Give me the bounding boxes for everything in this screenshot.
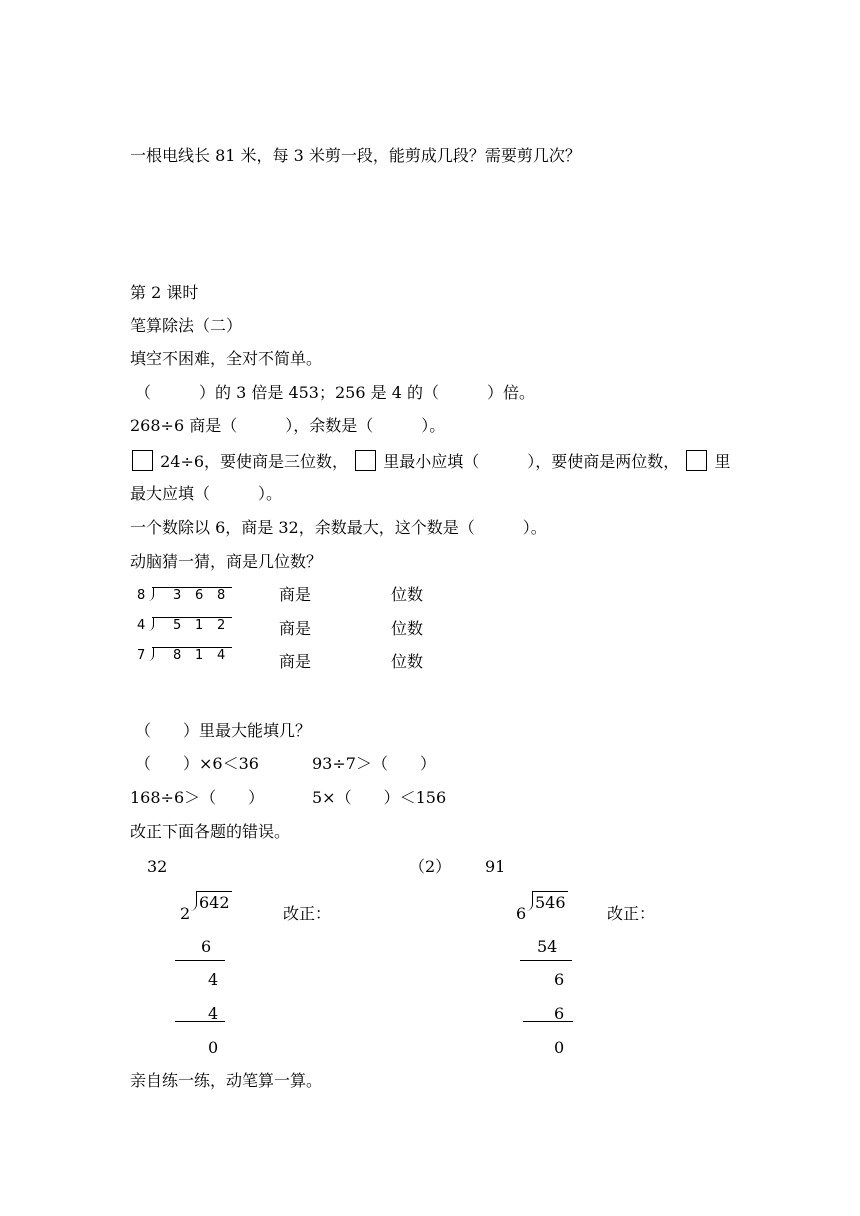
division-bracket-icon — [148, 617, 154, 631]
step-value: 54 — [537, 937, 558, 956]
q3-text-2: 里最小应填（ ），要使商是两位数， — [383, 452, 680, 471]
step-value: 4 — [208, 1004, 219, 1023]
digit-box[interactable] — [686, 450, 707, 471]
dividend: 546 — [535, 893, 566, 912]
dividend-digit: 5 — [173, 618, 182, 633]
divisor: 8 — [137, 588, 146, 603]
inequality-1: （ ）×6＜36 — [135, 754, 259, 773]
step-value: 0 — [554, 1038, 565, 1057]
fill-question-3 — [130, 450, 730, 472]
division-bracket-icon — [148, 647, 154, 661]
dividend-digit: 3 — [173, 588, 182, 603]
quotient-label: 商是 — [279, 585, 312, 604]
step-line — [523, 1021, 573, 1022]
step-value: 6 — [201, 937, 212, 956]
word-problem: 一根电线长 81 米，每 3 米剪一段，能剪成几段？需要剪几次？ — [130, 146, 581, 165]
wrong-quotient: 32 — [147, 857, 168, 876]
practice-heading: 亲自练一练，动笔算一算。 — [130, 1071, 323, 1090]
dividend-digit: 4 — [217, 648, 226, 663]
dividend-digit: 2 — [217, 618, 226, 633]
dividend-digit: 1 — [195, 618, 204, 633]
digit-unit: 位数 — [391, 585, 424, 604]
division-bracket-icon — [526, 891, 533, 911]
division-row-1 — [137, 587, 233, 605]
division-bar — [196, 891, 232, 892]
division-bar — [532, 891, 568, 892]
fill-question-2: 268÷6 商是（ ），余数是（ ）。 — [130, 416, 446, 435]
wrong-quotient: 91 — [485, 857, 506, 876]
division-row-2 — [137, 617, 233, 635]
step-value: 4 — [208, 970, 219, 989]
division-row-3 — [137, 647, 233, 665]
lesson-topic: 笔算除法（二） — [130, 316, 243, 335]
divisor: 7 — [137, 648, 146, 663]
section-heading-fill: 填空不困难，全对不简单。 — [130, 349, 323, 368]
q3-text-3: 里 — [714, 452, 731, 471]
dividend-digit: 1 — [195, 648, 204, 663]
step-value: 6 — [554, 970, 565, 989]
digit-unit: 位数 — [391, 652, 424, 671]
dividend-digit: 6 — [195, 588, 204, 603]
inequality-4: 5×（ ）＜156 — [312, 788, 447, 807]
quotient-label: 商是 — [279, 652, 312, 671]
correction-label: 改正： — [607, 904, 656, 923]
quotient-label: 商是 — [279, 619, 312, 638]
inequality-2: 93÷7＞（ ） — [312, 754, 436, 773]
step-line — [175, 960, 225, 961]
problem-number: （2） — [409, 857, 452, 876]
divisor: 4 — [137, 618, 146, 633]
correction-label: 改正： — [283, 904, 332, 923]
fill-question-1: （ ）的 3 倍是 453；256 是 4 的（ ）倍。 — [135, 383, 535, 402]
step-line — [175, 1021, 225, 1022]
digit-box[interactable] — [355, 450, 376, 471]
division-bracket-icon — [190, 891, 197, 911]
divisor: 6 — [516, 904, 527, 923]
fill-question-3-cont: 最大应填（ ）。 — [130, 484, 283, 503]
dividend-digit: 8 — [173, 648, 182, 663]
dividend: 642 — [199, 893, 230, 912]
dividend-digit: 8 — [217, 588, 226, 603]
digit-unit: 位数 — [391, 619, 424, 638]
section-heading-correct: 改正下面各题的错误。 — [130, 822, 291, 841]
lesson-number: 第 2 课时 — [130, 283, 199, 302]
inequality-3: 168÷6＞（ ） — [130, 788, 265, 807]
digit-box[interactable] — [132, 450, 153, 471]
q3-text-1: 24÷6，要使商是三位数， — [160, 452, 349, 471]
fill-question-4: 一个数除以 6，商是 32，余数最大，这个数是（ ）。 — [130, 518, 547, 537]
step-value: 0 — [208, 1038, 219, 1057]
division-bracket-icon — [148, 587, 154, 601]
step-value: 6 — [554, 1004, 565, 1023]
divisor: 2 — [180, 904, 191, 923]
section-heading-guess: 动脑猜一猜，商是几位数？ — [130, 552, 323, 571]
step-line — [520, 960, 572, 961]
section-heading-max: （ ）里最大能填几？ — [135, 721, 312, 740]
